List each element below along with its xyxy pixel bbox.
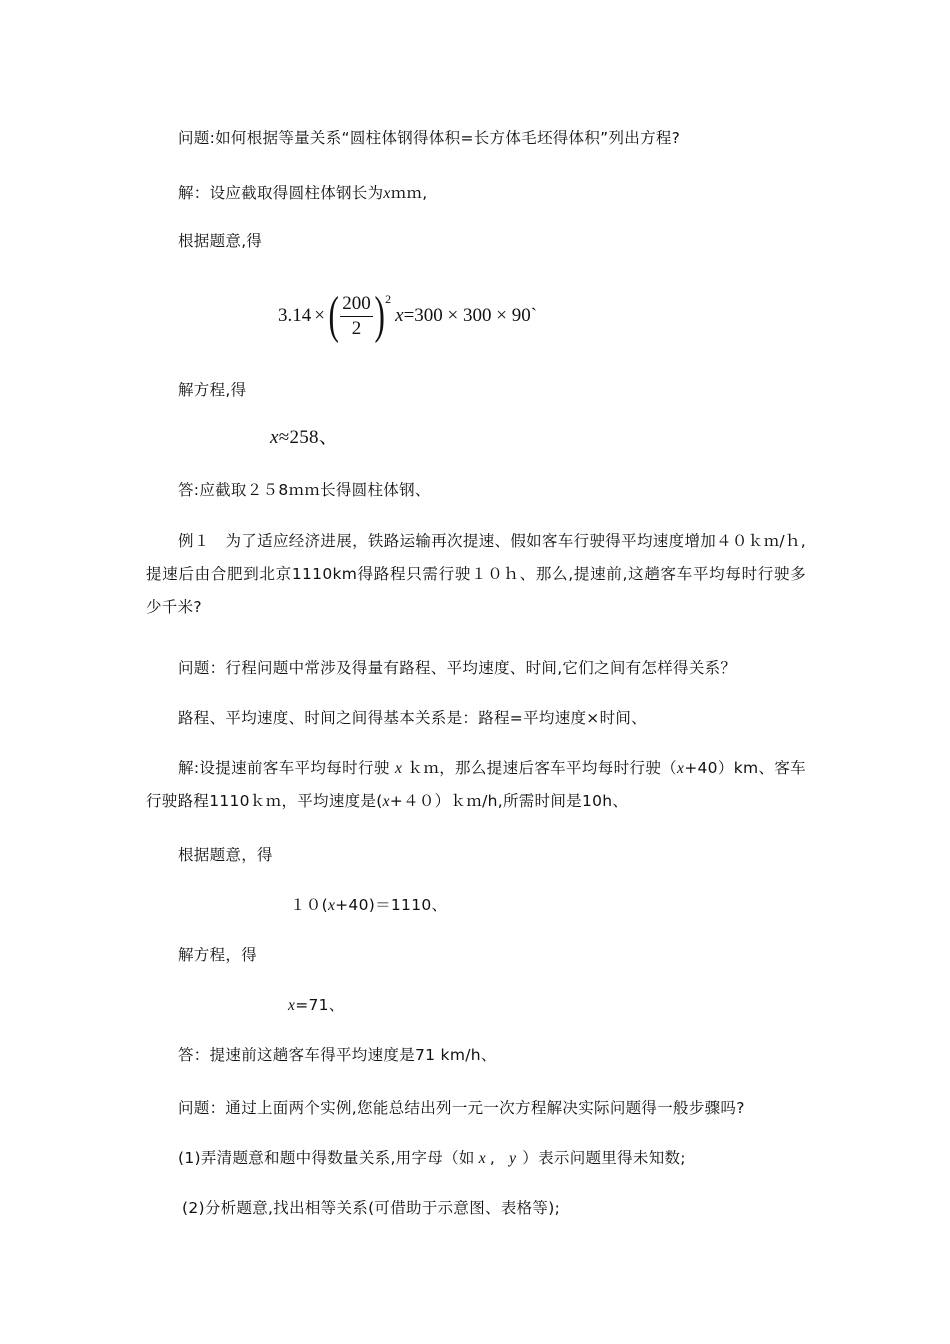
step-2: (2)分析题意,找出相等关系(可借助于示意图、表格等); — [182, 1199, 561, 1217]
step-1-b: , — [489, 1149, 496, 1167]
variable-x: x — [382, 793, 390, 810]
equation-2 — [290, 895, 447, 916]
basis-line-1: 根据题意,得 — [178, 232, 263, 250]
example-1: 例１ 为了适应经济进展，铁路运输再次提速、假如客车行驶得平均速度增加４０ｋｍ/ｈ,提速后由合肥到北京1110km得路程只需行驶１０ｈ、那么,提速前,这趟客车平均每时行驶多少千米? — [146, 532, 806, 616]
step-1-c: ）表示问题里得未知数; — [522, 1149, 686, 1167]
solution-setup-2-c: +40）km、客车行驶路程1110ｋｍ，平均速度是( — [146, 759, 806, 810]
equation-2-left: １０( — [290, 896, 328, 914]
solution-setup-2-d: +４０）ｋｍ/h,所需时间是10h、 — [389, 792, 629, 810]
result-1-value: ≈258、 — [278, 427, 339, 448]
exponent: 2 — [385, 292, 392, 306]
question-travel: 问题：行程问题中常涉及得量有路程、平均速度、时间,它们之间有怎样得关系？ — [178, 659, 737, 677]
volume-equation — [278, 286, 537, 346]
result-1 — [270, 428, 338, 448]
solution-setup-2-a: 解:设提速前客车平均每时行驶 — [178, 759, 390, 777]
result-2-value: =71、 — [295, 996, 345, 1014]
equation-2-right: +40)＝1110、 — [335, 896, 448, 914]
unit-mm: ｍｍ, — [390, 184, 428, 202]
question-volume: 问题:如何根据等量关系“圆柱体钢得体积=长方体毛坯得体积”列出方程? — [178, 129, 681, 147]
solve-line-2: 解方程，得 — [178, 946, 258, 964]
solution-setup-1 — [178, 183, 427, 204]
times-sign: × — [314, 305, 325, 326]
variable-x: x — [327, 897, 336, 914]
variable-x: x — [288, 997, 296, 1014]
question-steps: 问题：通过上面两个实例,您能总结出列一元一次方程解决实际问题得一般步骤吗? — [178, 1099, 745, 1117]
variable-y: y — [509, 1150, 517, 1167]
solution-setup-2 — [146, 752, 806, 818]
fraction-numerator: 200 — [340, 294, 373, 317]
equation-rhs: =300 × 300 × 90` — [403, 305, 538, 326]
variable-x: x — [478, 1150, 486, 1167]
variable-x: x — [677, 760, 685, 777]
result-1-variable: x — [270, 427, 279, 448]
equation-variable: x — [395, 305, 404, 326]
equation-coefficient: 3.14 — [278, 305, 312, 326]
step-1-a: (1)弄清题意和题中得数量关系,用字母（如 — [178, 1149, 475, 1167]
fraction-denominator: 2 — [351, 317, 362, 339]
solution-setup-1-text: 解：设应截取得圆柱体钢长为 — [178, 184, 384, 202]
result-2 — [288, 995, 345, 1016]
basic-relation: 路程、平均速度、时间之间得基本关系是：路程=平均速度×时间、 — [178, 709, 647, 727]
left-paren: ( — [328, 287, 339, 344]
step-1 — [178, 1148, 686, 1169]
basis-line-2: 根据题意，得 — [178, 846, 273, 864]
solution-setup-2-b: ｋｍ，那么提速后客车平均每时行驶（ — [407, 759, 678, 777]
right-paren: ) — [374, 287, 385, 344]
answer-1: 答:应截取２５8ｍｍ长得圆柱体钢、 — [178, 481, 431, 499]
answer-2: 答：提速前这趟客车得平均速度是71 km/h、 — [178, 1046, 497, 1064]
variable-x: x — [383, 185, 391, 202]
variable-x: x — [395, 760, 403, 777]
solve-line-1: 解方程,得 — [178, 381, 247, 399]
fraction — [340, 294, 373, 339]
